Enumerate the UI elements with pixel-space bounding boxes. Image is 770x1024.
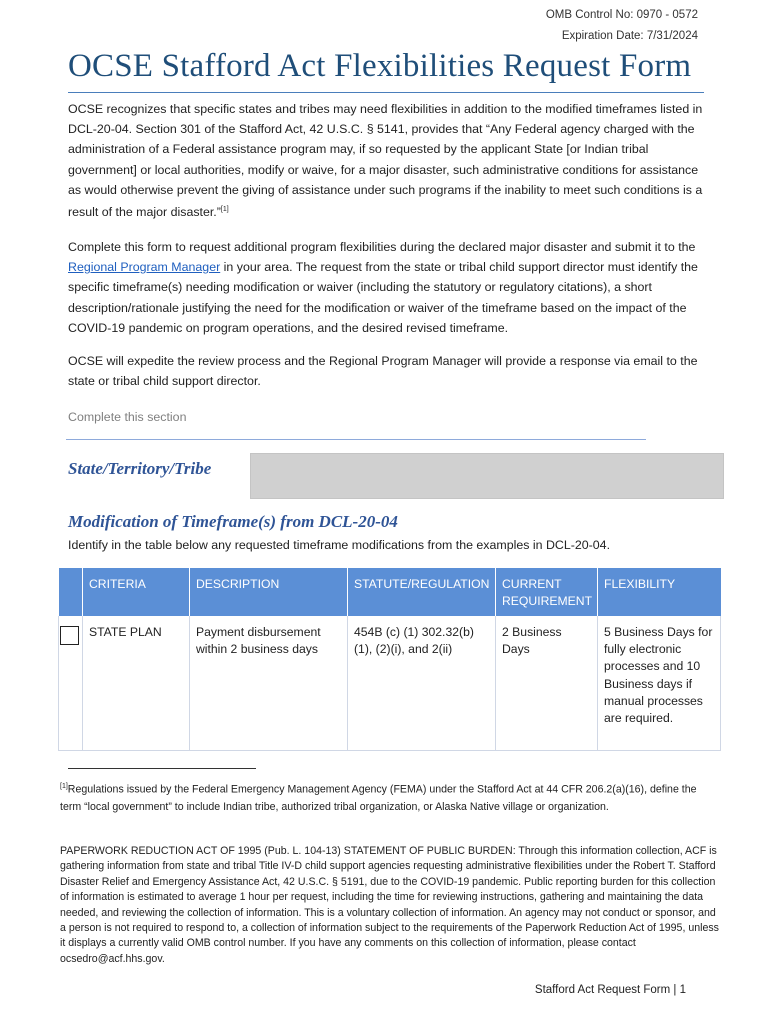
description-header: DESCRIPTION: [190, 568, 348, 616]
statute-header: STATUTE/REGULATION: [348, 568, 496, 616]
instructions-paragraph: [68, 237, 708, 338]
omb-control-number: OMB Control No: 0970 - 0572: [545, 9, 698, 21]
state-territory-tribe-label: State/Territory/Tribe: [68, 459, 212, 478]
current-requirement-cell: 2 Business Days: [496, 616, 598, 751]
intro-paragraph: [68, 99, 708, 222]
regional-program-manager-link[interactable]: Regional Program Manager: [68, 260, 221, 275]
footnote-marker[interactable]: [1]: [220, 206, 229, 214]
state-plan-checkbox[interactable]: [60, 626, 79, 645]
instructions-after-link: in your area. The request from the state or tribal child support director must identify the specific timeframe(s) needing modification or waiver (including the statutory or regulatory citations), a short description/rationale justifying the need for the modification or waiver of the timeframe based on the impact of the COVID-19 pandemic on program operations, and the desired revised timeframe.: [68, 260, 698, 335]
current-requirement-header: CURRENT REQUIREMENT: [496, 568, 598, 616]
select-cell: [59, 616, 83, 751]
timeframe-table: [58, 568, 721, 751]
state-territory-tribe-input[interactable]: [250, 453, 724, 499]
paperwork-reduction-statement: PAPERWORK REDUCTION ACT OF 1995 (Pub. L. 104-13) STATEMENT OF PUBLIC BURDEN: Through this information collection, ACF is gathering information from state and tribal Title IV-D child support agencies requesting administrative flexibilities under the Robert T. Stafford Disaster Relief and Emergency Assistance Act, 42 U.S.C. § 5191, due to the COVID-19 pandemic. Public reporting burden for this collection of information is estimated to average 1 hour per request, including the time for reviewing instructions, gathering and maintaining the data needed, and reviewing the collection of information. This is a voluntary collection of information. An agency may not conduct or sponsor, and a person is not required to respond to, a collection of information subject to the requirements of the Paperwork Reduction Act of 1995, unless it displays a currently valid OMB control number. If you have any comments on this collection of information, please contact ocsedro@acf.hhs.gov.: [60, 845, 719, 965]
criteria-cell: STATE PLAN: [83, 616, 190, 751]
table-header-row: [59, 568, 721, 616]
intro-text: OCSE recognizes that specific states and tribes may need flexibilities in addition to the modified timeframes listed in DCL-20-04. Section 301 of the Stafford Act, 42 U.S.C. § 5141, provides that “Any Federal agency charged with the administration of a Federal assistance program may, if so requested by the applicant State [or Indian tribal government] or local authorities, modify or waive, for a major disaster, such administrative conditions for assistance as would otherwise prevent the giving of assistance under such programs if the inability to meet such conditions is a result of the major disaster.”: [68, 102, 703, 220]
title-divider: [68, 92, 704, 93]
modification-heading: Modification of Timeframe(s) from DCL-20-04: [68, 512, 398, 531]
footnote-divider: [68, 768, 256, 769]
section-note: Complete this section: [68, 410, 187, 424]
flexibility-cell: 5 Business Days for fully electronic processes and 10 Business days if manual processes are required.: [598, 616, 721, 751]
footnote-ref: [1]: [60, 783, 68, 790]
flexibility-header: FLEXIBILITY: [598, 568, 721, 616]
section-divider: [66, 439, 646, 440]
description-cell: Payment disbursement within 2 business days: [190, 616, 348, 751]
table-row: [59, 616, 721, 751]
page-footer: Stafford Act Request Form | 1: [534, 984, 686, 996]
criteria-header: CRITERIA: [83, 568, 190, 616]
expiration-date: Expiration Date: 7/31/2024: [561, 30, 698, 42]
checkbox-column-header: [59, 568, 83, 616]
expedite-paragraph: OCSE will expedite the review process and the Regional Program Manager will provide a response via email to the state or tribal child support director.: [68, 354, 698, 389]
footnote: [60, 778, 720, 816]
statute-cell: 454B (c) (1) 302.32(b)(1), (2)(i), and 2(ii): [348, 616, 496, 751]
footnote-text: Regulations issued by the Federal Emergency Management Agency (FEMA) under the Stafford Act at 44 CFR 206.2(a)(16), define the term “local government” to include Indian tribe, authorized tribal organization, or Alaska Native village or organization.: [60, 783, 697, 813]
modification-instructions: Identify in the table below any requested timeframe modifications from the examples in DCL-20-04.: [68, 538, 611, 552]
page-title: OCSE Stafford Act Flexibilities Request Form: [68, 48, 692, 84]
instructions-before-link: Complete this form to request additional program flexibilities during the declared major disaster and submit it to the: [68, 240, 696, 254]
